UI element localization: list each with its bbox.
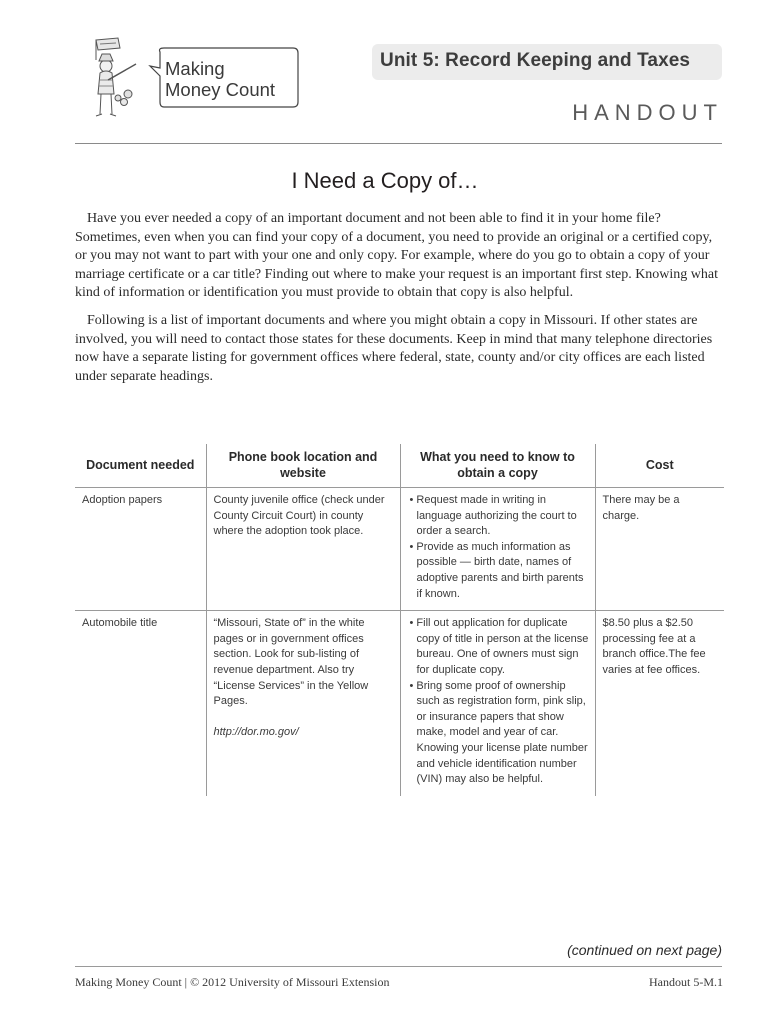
intro-paragraph-1: Have you ever needed a copy of an important document and not been able to find it in your home file? Sometimes, even when you can find your copy of a document, you need to provide an original or a certified copy, or you may not want to part with your one and only copy. For example, where do you go to obtain a copy of your marriage certificate or a car title? Finding out where to make your request is an important first step. Knowing what kind of information or identification you must provide to obtain that copy is also helpful.	[75, 211, 719, 301]
documents-table	[75, 444, 724, 796]
intro-text	[75, 210, 725, 395]
location-text: “Missouri, State of” in the white pages or in government offices section. Look for sub-listing of revenue department. Also try “License Services” in the Yellow Pages.	[213, 617, 369, 708]
list-item: • Fill out application for duplicate copy of title in person at the license bureau. One of owners must sign for duplicate copy.	[408, 616, 589, 678]
footer-divider	[75, 966, 722, 967]
table-header-row	[75, 444, 724, 488]
intro-paragraph-2: Following is a list of important documents and where you might obtain a copy in Missouri. If other states are involved, you will need to contact those states for these documents. Keep in mind that many telephone directories now have a separate listing for government offices where federal, state, county and/or city offices are each listed under separate headings.	[75, 312, 713, 384]
column-header-cost: Cost	[595, 444, 724, 488]
header-divider	[75, 143, 722, 144]
unit-title: Unit 5: Record Keeping and Taxes	[380, 50, 691, 71]
list-item: • Bring some proof of ownership such as registration form, pink slip, or insurance papers that show make, model and year of car. Knowing your license plate number and vehicle identification number (VIN) may also be helpful.	[408, 679, 589, 788]
footer-page-id: Handout 5-M.1	[649, 975, 723, 989]
table-row	[75, 488, 724, 611]
cell-document: Adoption papers	[75, 488, 206, 611]
footer-credit: Making Money Count | © 2012 University of Missouri Extension	[75, 975, 390, 989]
logo-line-2: Money Count	[165, 79, 276, 100]
cell-location	[206, 611, 400, 796]
column-header-need: What you need to know to obtain a copy	[400, 444, 595, 488]
need-list	[408, 493, 589, 602]
continued-note: (continued on next page)	[567, 942, 722, 958]
list-item: • Provide as much information as possible — birth date, names of adoptive parents and birth parents if known.	[408, 540, 589, 602]
cell-document: Automobile title	[82, 617, 158, 630]
column-header-document: Document needed	[75, 444, 206, 488]
list-item: • Request made in writing in language authorizing the court to order a search.	[408, 493, 589, 540]
column-header-location: Phone book location and website	[206, 444, 400, 488]
logo-line-1: Making	[165, 58, 225, 79]
handout-label: HANDOUT	[572, 100, 723, 125]
cell-need	[400, 611, 595, 796]
cell-location	[206, 488, 400, 611]
cell-cost: $8.50 plus a $2.50 processing fee at a branch office.The fee varies at fee offices.	[595, 611, 724, 796]
website-link[interactable]: http://dor.mo.gov/	[213, 725, 299, 738]
logo-wordmark	[165, 58, 275, 100]
cell-need	[400, 488, 595, 611]
cell-cost: There may be a charge.	[595, 488, 724, 611]
need-list	[408, 616, 589, 788]
table-row	[75, 611, 724, 796]
page-title: I Need a Copy of…	[291, 168, 479, 193]
location-text: County juvenile office (check under County Circuit Court) in county where the adoption took place.	[213, 494, 385, 538]
